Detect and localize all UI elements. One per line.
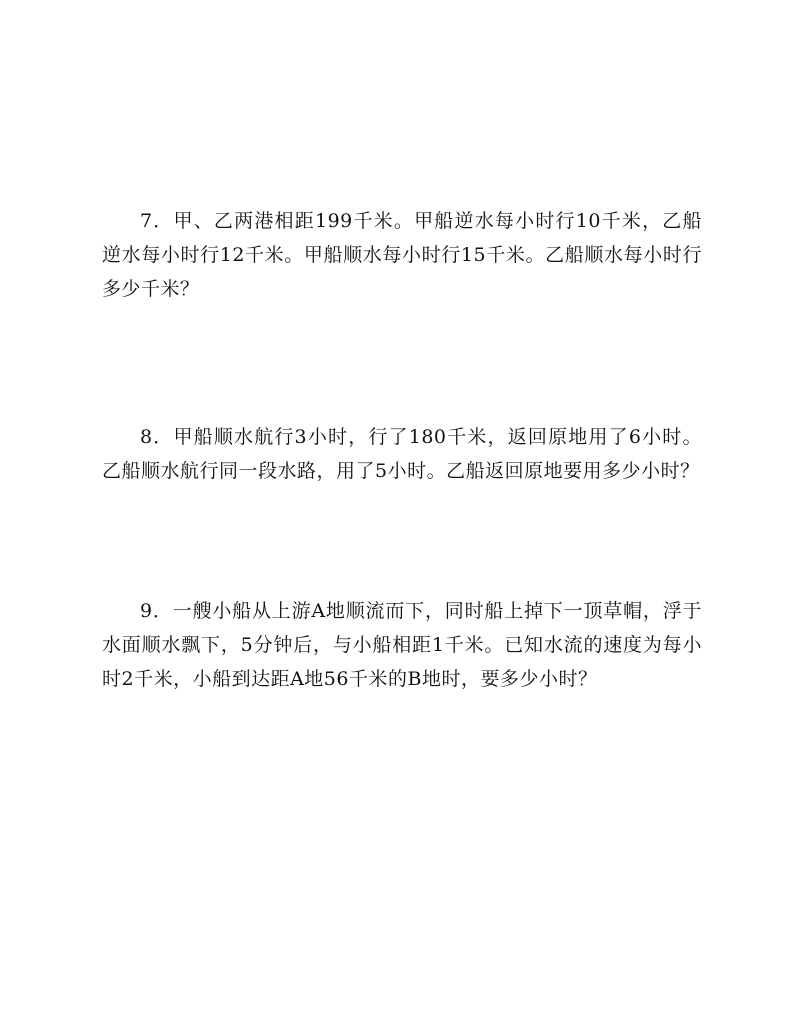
problem-9 — [102, 594, 702, 696]
problem-9-text: 9．一艘小船从上游A地顺流而下，同时船上掉下一顶草帽，浮于水面顺水飘下，5分钟后，与小船相距1千米。已知水流的速度为每小时2千米，小船到达距A地56千米的B地时，要多少小时？ — [102, 600, 702, 690]
problem-7 — [102, 204, 702, 306]
problem-8 — [102, 420, 702, 488]
problem-8-text: 8．甲船顺水航行3小时，行了180千米，返回原地用了6小时。乙船顺水航行同一段水路，用了5小时。乙船返回原地要用多少小时？ — [102, 426, 702, 482]
problem-7-text: 7．甲、乙两港相距199千米。甲船逆水每小时行10千米，乙船逆水每小时行12千米。甲船顺水每小时行15千米。乙船顺水每小时行多少千米？ — [102, 210, 702, 300]
